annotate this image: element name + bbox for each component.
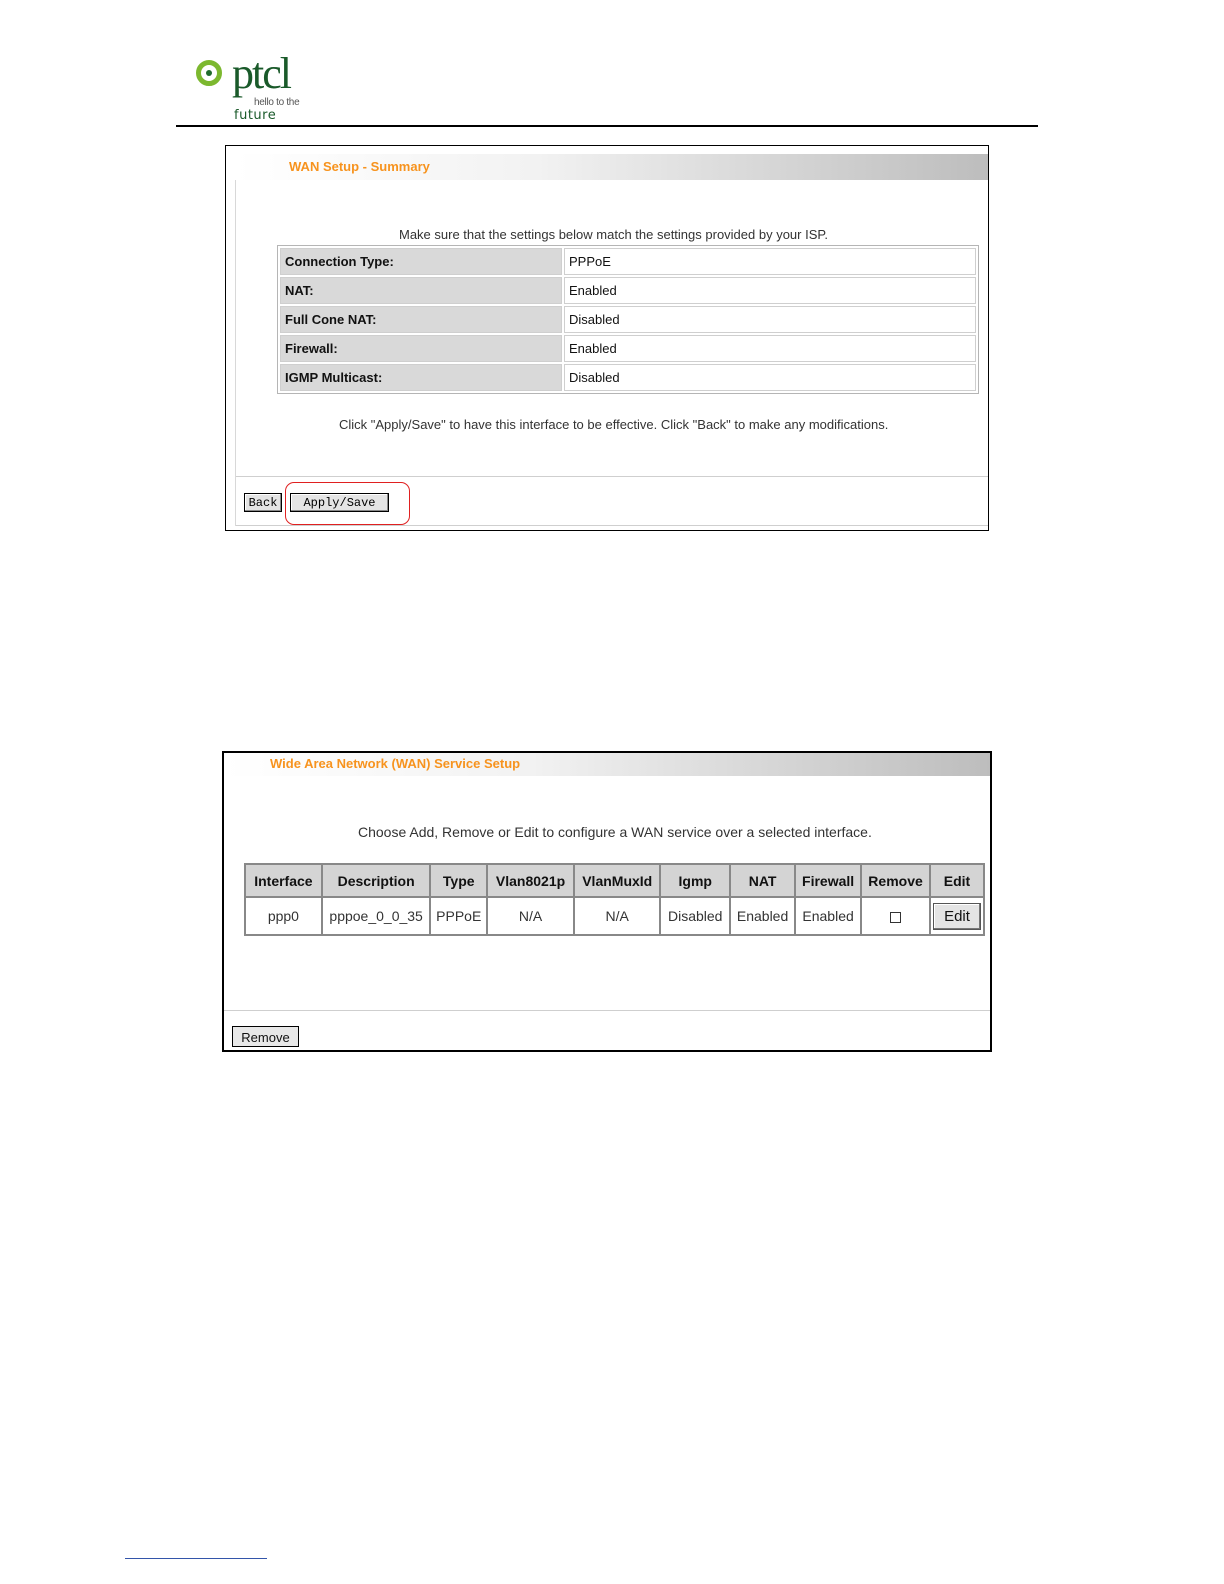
- apply-save-highlight-outline: [285, 482, 410, 525]
- row-label: Connection Type:: [280, 248, 562, 275]
- logo-tagline-future: future: [234, 108, 277, 123]
- cell-edit: [930, 897, 984, 935]
- logo-ring-icon: [196, 60, 222, 86]
- row-label: NAT:: [280, 277, 562, 304]
- panel-title-bar: [235, 154, 988, 180]
- edit-button[interactable]: Edit: [933, 903, 981, 930]
- table-row: [245, 897, 984, 935]
- table-row: [280, 277, 976, 304]
- table-row: [280, 335, 976, 362]
- cell-remove: [861, 897, 930, 935]
- column-header: Edit: [930, 864, 984, 897]
- table-row: [280, 306, 976, 333]
- row-label: Full Cone NAT:: [280, 306, 562, 333]
- column-header: Interface: [245, 864, 322, 897]
- column-header: VlanMuxId: [574, 864, 660, 897]
- summary-note: Click "Apply/Save" to have this interface to be effective. Click "Back" to make any modifications.: [339, 417, 889, 432]
- row-label: Firewall:: [280, 335, 562, 362]
- panel-title: Wide Area Network (WAN) Service Setup: [270, 756, 521, 771]
- row-value: PPPoE: [564, 248, 976, 275]
- cell-type: PPPoE: [430, 897, 487, 935]
- ptcl-logo: [194, 50, 324, 126]
- wan-summary-panel: [225, 145, 989, 531]
- service-instruction: Choose Add, Remove or Edit to configure a WAN service over a selected interface.: [358, 824, 872, 840]
- table-header-row: [245, 864, 984, 897]
- column-header: Type: [430, 864, 487, 897]
- panel-title: WAN Setup - Summary: [289, 159, 430, 174]
- panel-bottom-divider: [236, 525, 988, 526]
- cell-nat: Enabled: [730, 897, 795, 935]
- column-header: Igmp: [660, 864, 730, 897]
- panel-title-bar: [224, 753, 990, 776]
- remove-button[interactable]: Remove: [232, 1026, 299, 1047]
- logo-word: ptcl: [232, 49, 290, 98]
- column-header: Firewall: [795, 864, 861, 897]
- apply-save-button[interactable]: Apply/Save: [290, 493, 389, 512]
- table-row: [280, 248, 976, 275]
- summary-table: [277, 245, 979, 394]
- table-row: [280, 364, 976, 391]
- logo-tagline: hello to the: [254, 97, 300, 108]
- button-area-divider: [224, 1010, 990, 1011]
- summary-instruction: Make sure that the settings below match the settings provided by your ISP.: [399, 227, 828, 242]
- cell-vlanmuxid: N/A: [574, 897, 660, 935]
- remove-checkbox[interactable]: [890, 912, 901, 923]
- column-header: Description: [322, 864, 431, 897]
- cell-description: pppoe_0_0_35: [322, 897, 431, 935]
- back-button[interactable]: Back: [244, 493, 282, 512]
- wan-service-table: [244, 863, 985, 936]
- cell-vlan8021p: N/A: [487, 897, 574, 935]
- column-header: Remove: [861, 864, 930, 897]
- row-label: IGMP Multicast:: [280, 364, 562, 391]
- cell-interface: ppp0: [245, 897, 322, 935]
- header-divider: [176, 125, 1038, 127]
- cell-igmp: Disabled: [660, 897, 730, 935]
- panel-left-rule: [235, 180, 236, 526]
- row-value: Enabled: [564, 335, 976, 362]
- column-header: NAT: [730, 864, 795, 897]
- cell-firewall: Enabled: [795, 897, 861, 935]
- row-value: Enabled: [564, 277, 976, 304]
- column-header: Vlan8021p: [487, 864, 574, 897]
- button-area-divider: [236, 476, 988, 477]
- footer-rule: [125, 1558, 267, 1559]
- wan-service-panel: [222, 751, 992, 1052]
- row-value: Disabled: [564, 364, 976, 391]
- row-value: Disabled: [564, 306, 976, 333]
